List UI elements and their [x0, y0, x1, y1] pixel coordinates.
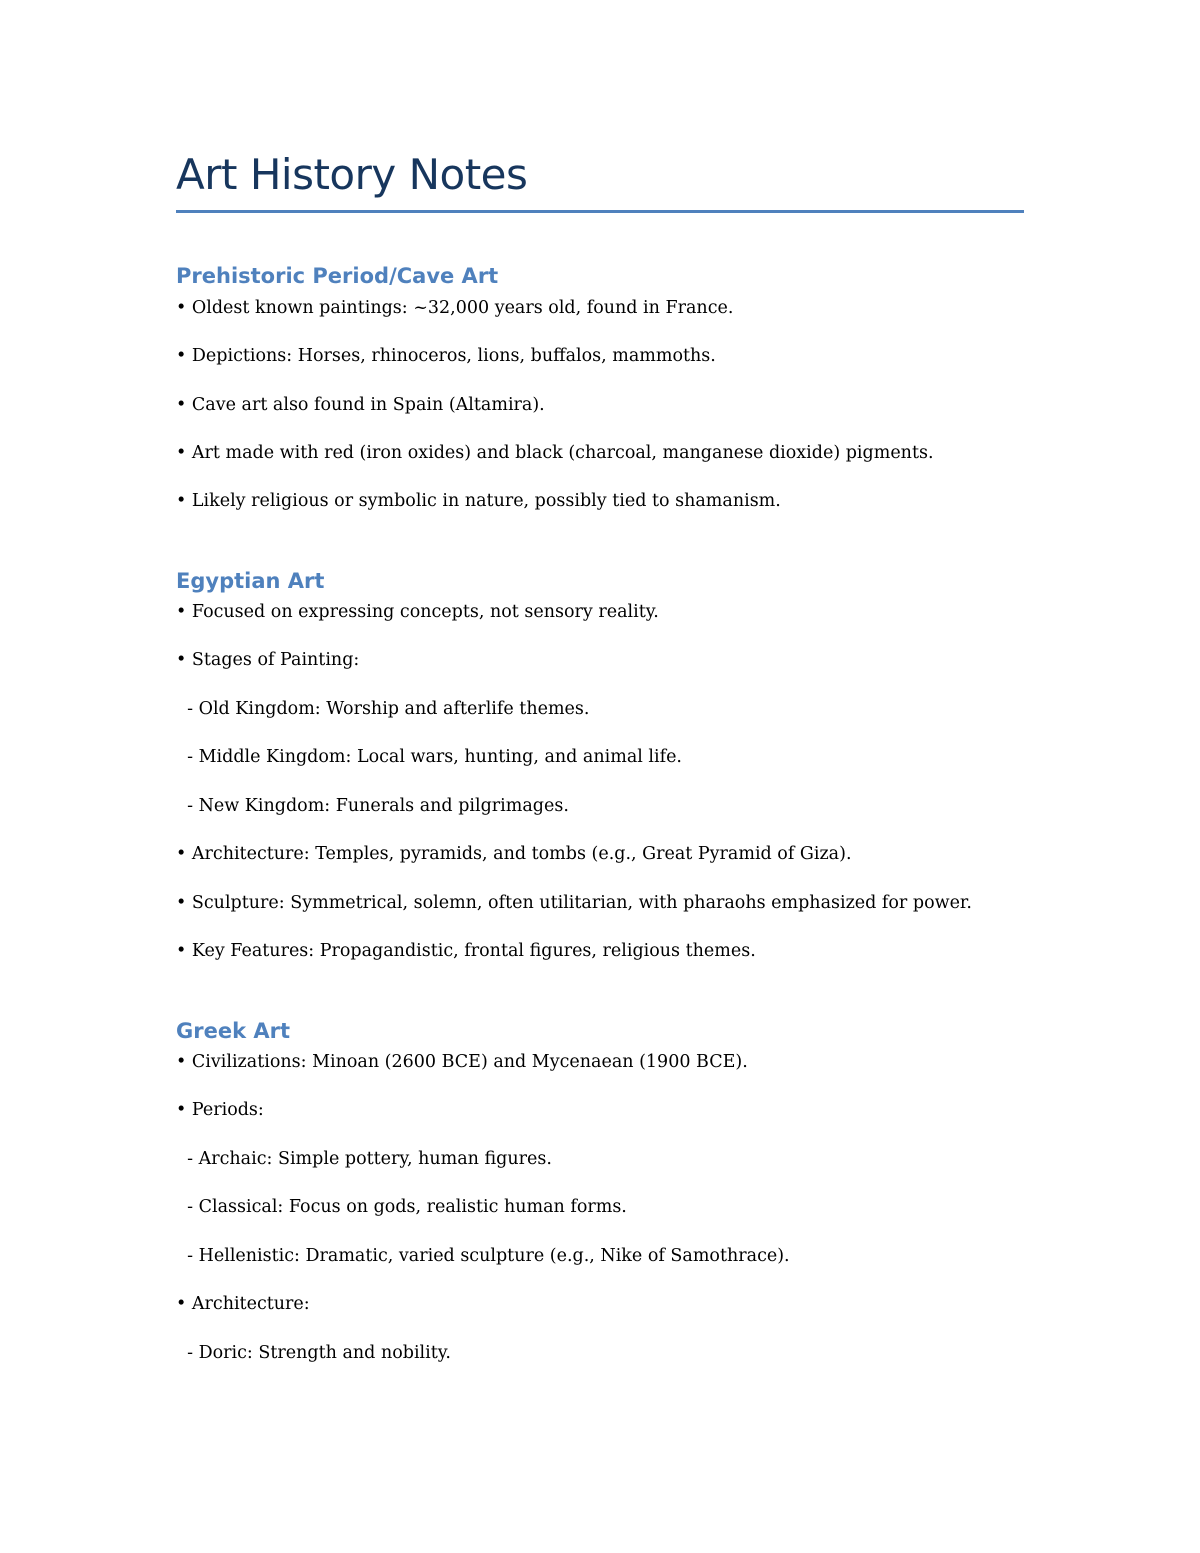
section-heading-egyptian: Egyptian Art	[176, 569, 325, 593]
note-subline: - Hellenistic: Dramatic, varied sculpture (e.g., Nike of Samothrace).	[176, 1246, 790, 1266]
note-line: • Depictions: Horses, rhinoceros, lions, buffalos, mammoths.	[176, 346, 716, 366]
section-heading-greek: Greek Art	[176, 1019, 291, 1043]
note-line: • Key Features: Propagandistic, frontal figures, religious themes.	[176, 941, 756, 961]
note-subline: - Classical: Focus on gods, realistic human forms.	[176, 1197, 627, 1217]
note-subline: - Old Kingdom: Worship and afterlife themes.	[176, 699, 590, 719]
note-line: • Cave art also found in Spain (Altamira).	[176, 395, 545, 415]
note-subline: - Doric: Strength and nobility.	[176, 1343, 451, 1363]
note-line: • Architecture:	[176, 1294, 310, 1314]
note-line: • Stages of Painting:	[176, 650, 360, 670]
note-subline: - Archaic: Simple pottery, human figures.	[176, 1149, 552, 1169]
note-line: • Architecture: Temples, pyramids, and tombs (e.g., Great Pyramid of Giza).	[176, 844, 852, 864]
document-title: Art History Notes	[176, 150, 528, 199]
note-line: • Art made with red (iron oxides) and black (charcoal, manganese dioxide) pigments.	[176, 443, 934, 463]
title-underline-rule	[176, 210, 1024, 213]
section-heading-prehistoric: Prehistoric Period/Cave Art	[176, 264, 499, 288]
note-line: • Sculpture: Symmetrical, solemn, often utilitarian, with pharaohs emphasized for power.	[176, 893, 972, 913]
note-line: • Periods:	[176, 1100, 264, 1120]
note-line: • Oldest known paintings: ~32,000 years old, found in France.	[176, 298, 734, 318]
note-line: • Civilizations: Minoan (2600 BCE) and Mycenaean (1900 BCE).	[176, 1052, 748, 1072]
note-line: • Likely religious or symbolic in nature, possibly tied to shamanism.	[176, 491, 781, 511]
note-subline: - New Kingdom: Funerals and pilgrimages.	[176, 796, 569, 816]
note-line: • Focused on expressing concepts, not sensory reality.	[176, 602, 659, 622]
note-subline: - Middle Kingdom: Local wars, hunting, and animal life.	[176, 747, 682, 767]
